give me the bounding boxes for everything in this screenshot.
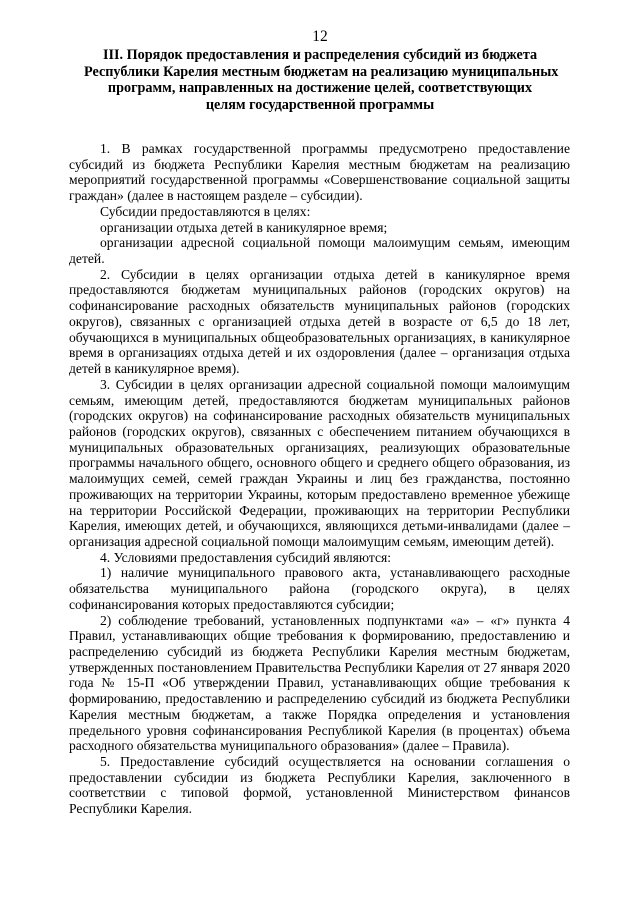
paragraph-goal-social-aid: организации адресной социальной помощи малоимущим семьям, имеющим детей.	[69, 235, 570, 267]
section-heading-line: Республики Карелия местным бюджетам на реализацию муниципальных	[84, 63, 559, 80]
paragraph-condition-1: 1) наличие муниципального правового акта, устанавливающего расходные обязательства муниципального района (городского округа), в целях софинансирования которых предоставляются субсидии;	[69, 565, 570, 612]
section-heading-line: программ, направленных на достижение целей, соответствующих	[107, 80, 533, 96]
paragraph-goal-recreation: организации отдыха детей в каникулярное время;	[100, 219, 388, 235]
section-heading-line: III. Порядок предоставления и распределения субсидий из бюджета	[102, 47, 538, 63]
paragraph-goals-lead: Субсидии предоставляются в целях:	[100, 203, 311, 219]
page-number: 12	[312, 28, 328, 45]
section-heading	[84, 47, 559, 113]
paragraph-item-1-intro: 1. В рамках государственной программы предусмотрено предоставление субсидий из бюджета Республики Карелия местным бюджетам на реализацию мероприятий государственной программы «Совершенствование социальной защиты граждан» (далее в настоящем разделе – субсидии).	[69, 141, 570, 204]
document-body	[69, 141, 570, 817]
paragraph-item-5: 5. Предоставление субсидий осуществляется на основании соглашения о предоставлении субсидии из бюджета Республики Карелия, заключенного в соответствии с типовой формой, установленной Министерством финансов Республики Карелия.	[69, 754, 570, 817]
paragraph-item-3: 3. Субсидии в целях организации адресной социальной помощи малоимущим семьям, имеющим детей, предоставляются бюджетам муниципальных районов (городских округов) на софинансирование расходных обязательств муниципальных районов (городских округов), связанных с обеспечением питанием обучающихся в муниципальных образовательных организациях, реализующих образовательные программы начального общего, основного общего и среднего общего образования, из малоимущих семей, семей граждан Украины и лиц без гражданства, постоянно проживающих на территории Украины, которым предоставлено временное убежище на территории Российской Федерации, проживающих на территории Республики Карелия, имеющих детей, и обучающихся, являющихся детьми-инвалидами (далее – организация адресной социальной помощи малоимущим семьям, имеющим детей).	[69, 376, 570, 549]
section-heading-line: целям государственной программы	[205, 96, 435, 113]
paragraph-item-2: 2. Субсидии в целях организации отдыха детей в каникулярное время предоставляются бюджетам муниципальных районов (городских округов) на софинансирование расходных обязательств муниципальных районов (городских округов), связанных с организацией отдыха детей в возрасте от 6,5 до 18 лет, обучающихся в муниципальных общеобразовательных организациях, в каникулярное время в организациях отдыха детей и их оздоровления (далее – организация отдыха детей в каникулярное время).	[69, 266, 570, 377]
paragraph-item-4-lead: 4. Условиями предоставления субсидий являются:	[100, 549, 392, 565]
paragraph-condition-2: 2) соблюдение требований, установленных подпунктами «а» – «г» пункта 4 Правил, устанавливающих общие требования к формированию, предоставлению и распределению субсидий из бюджета Республики Карелия местным бюджетам, утвержденных постановлением Правительства Республики Карелия от 27 января 2020 года № 15-П «Об утверждении Правил, устанавливающих общие требования к формированию, предоставлению и распределению субсидий из бюджета Республики Карелия местным бюджетам, а также Порядка определения и установления предельного уровня софинансирования Республикой Карелия (в процентах) объема расходного обязательства муниципального образования» (далее – Правила).	[69, 612, 570, 754]
